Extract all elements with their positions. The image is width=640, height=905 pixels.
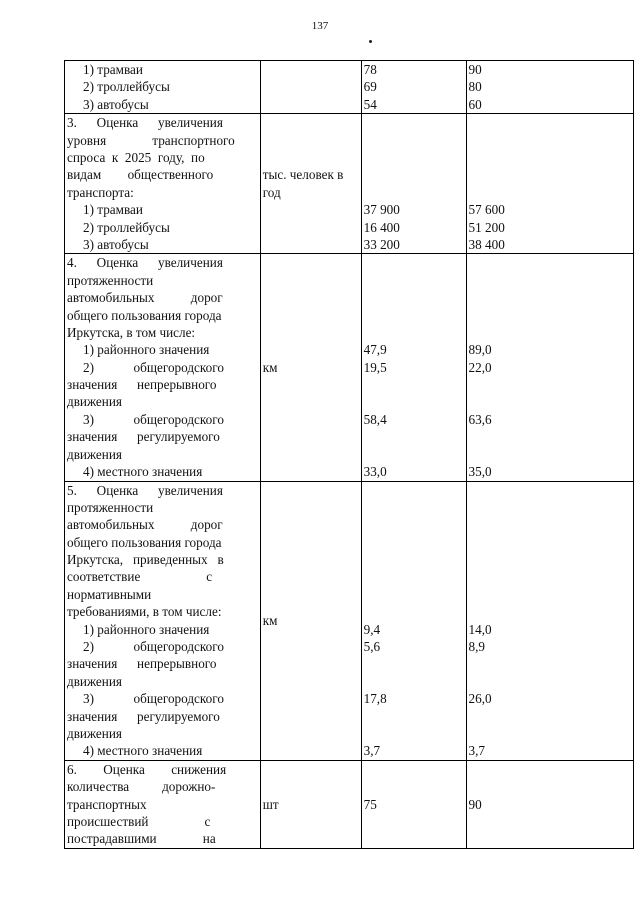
indicator-cell [65,760,261,848]
value: 51 200 [468,219,505,235]
value: 17,8 [363,691,387,707]
item-city-regulated: значения регулируемого [67,429,220,445]
indicator-title-line: видам общественного [67,167,214,183]
value: 35,0 [468,464,492,480]
item-local: 4) местного значения [83,464,203,480]
indicator-cell [65,61,261,114]
value-2025-cell [466,760,633,848]
page-number: 137 [311,20,329,32]
indicator-title-line: общего пользования города [67,307,222,323]
item-trams: 1) трамваи [83,202,143,218]
item-city-regulated: 3) общегородского [83,691,224,707]
value: 8,9 [468,639,485,655]
indicator-title-line: нормативными [67,586,152,602]
indicator-title-line: пострадавшими на [67,831,216,847]
value: 16 400 [363,219,400,235]
value: 38 400 [468,236,505,252]
unit-cell [260,760,361,848]
indicator-title-line: 5. Оценка увеличения [67,482,223,498]
indicator-title-line: автомобильных дорог [67,517,223,533]
unit-cell [260,114,361,254]
table-row [65,254,634,481]
indicator-title-line: происшествий с [67,814,211,830]
indicator-title-line: транспорта: [67,184,134,200]
table-row [65,114,634,254]
unit-line: год [262,184,281,200]
value: 63,6 [468,411,492,427]
indicator-table [64,60,634,849]
unit-line: тыс. человек в [262,167,344,183]
indicator-title-line: 4. Оценка увеличения [67,255,223,271]
value: 75 [363,796,377,812]
value: 90 [468,62,482,77]
value: 33,0 [363,464,387,480]
value: 37 900 [363,202,400,218]
item-trolleybuses: 2) троллейбусы [83,219,170,235]
item-city-continuous: движения [67,394,122,410]
unit-km: км [262,359,278,375]
indicator-title-line: уровня транспортного [67,132,235,148]
value: 3,7 [468,743,485,759]
value: 5,6 [363,639,381,655]
indicator-title-line: требованиями, в том числе: [67,604,222,620]
value: 90 [468,796,482,812]
indicator-cell [65,481,261,760]
unit-cell [260,481,361,760]
value-2019-cell [361,61,466,114]
item-local: 4) местного значения [83,743,203,759]
value: 3,7 [363,743,381,759]
value-2025-cell [466,114,633,254]
value-2025-cell [466,61,633,114]
item-city-continuous: движения [67,673,122,689]
item-city-regulated: движения [67,725,122,741]
value: 60 [468,96,482,112]
value-2025-cell [466,254,633,481]
item-buses: 3) автобусы [83,236,149,252]
value: 26,0 [468,691,492,707]
value-2025-cell [466,481,633,760]
item-city-continuous: 2) общегородского [83,639,224,655]
indicator-title-line: протяженности [67,499,154,515]
value: 54 [363,96,377,112]
indicator-title-line: соответствие с [67,569,213,585]
unit-cell [260,61,361,114]
value-2019-cell [361,114,466,254]
item-district: 1) районного значения [83,621,210,637]
stray-dot [369,40,372,43]
indicator-cell [65,114,261,254]
value-2019-cell [361,254,466,481]
unit-cell [260,254,361,481]
item-district: 1) районного значения [83,342,210,358]
indicator-title-line: количества дорожно- [67,779,216,795]
item-city-continuous: значения непрерывного [67,656,217,672]
value: 47,9 [363,342,387,358]
unit-km: км [262,613,278,628]
item-trams: 1) трамваи [83,62,143,77]
value-2019-cell [361,760,466,848]
item-buses: 3) автобусы [83,96,149,112]
indicator-title-line: общего пользования города [67,534,222,550]
indicator-title-line: протяженности [67,272,154,288]
value: 69 [363,79,377,95]
indicator-title-line: Иркутска, приведенных в [67,552,224,568]
value: 58,4 [363,411,387,427]
indicator-title-line: спроса к 2025 году, по [67,149,205,165]
item-city-continuous: 2) общегородского [83,359,224,375]
table-row [65,61,634,114]
table-row [65,760,634,848]
value: 33 200 [363,236,400,252]
value: 14,0 [468,621,492,637]
table-row [65,481,634,760]
value: 9,4 [363,621,381,637]
indicator-title-line: 6. Оценка снижения [67,761,227,777]
indicator-title-line: транспортных [67,796,147,812]
indicator-title-line: Иркутска, в том числе: [67,324,196,340]
value-2019-cell [361,481,466,760]
item-city-continuous: значения непрерывного [67,377,217,393]
item-city-regulated: движения [67,446,122,462]
indicator-title-line: 3. Оценка увеличения [67,115,223,131]
indicator-cell [65,254,261,481]
item-trolleybuses: 2) троллейбусы [83,79,170,95]
value: 89,0 [468,342,492,358]
item-city-regulated: 3) общегородского [83,411,224,427]
value: 57 600 [468,202,505,218]
value: 19,5 [363,359,387,375]
unit-pieces: шт [262,796,279,812]
value: 22,0 [468,359,492,375]
value: 78 [363,62,377,77]
value: 80 [468,79,482,95]
item-city-regulated: значения регулируемого [67,708,220,724]
indicator-title-line: автомобильных дорог [67,290,223,306]
